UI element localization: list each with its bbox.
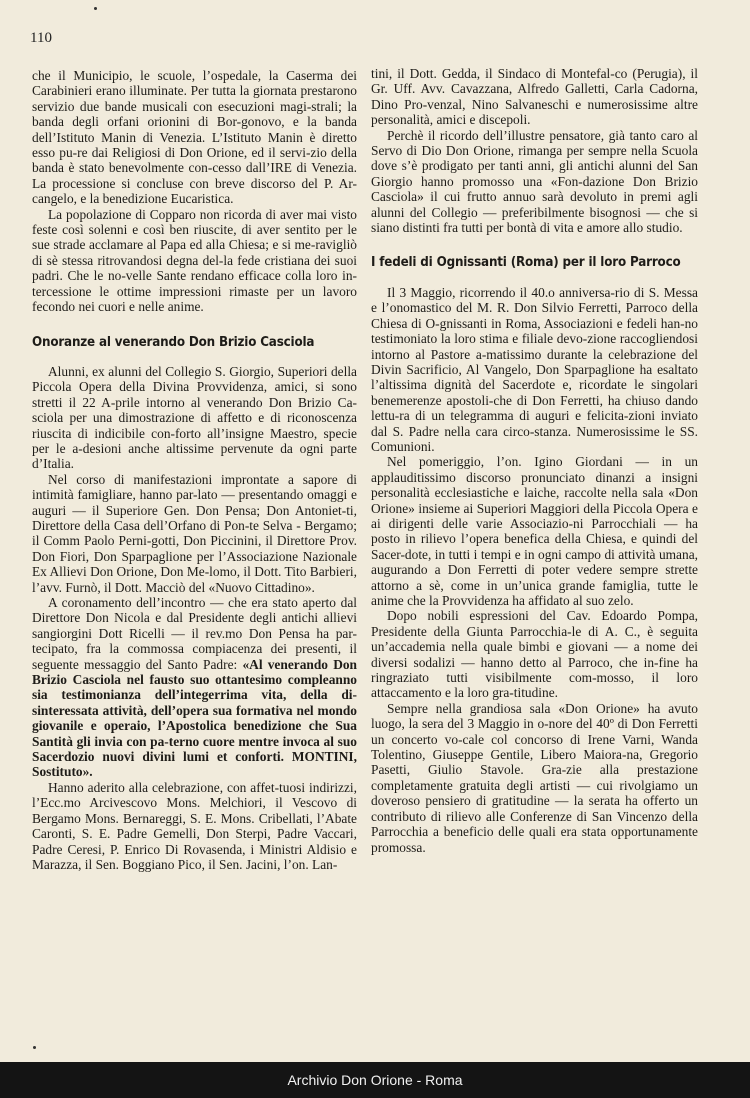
paragraph: Hanno aderito alla celebrazione, con affet-tuosi indirizzi, l’Ecc.mo Arcivescovo Mons. Melchiori, il Vescovo di Bergamo Mons. Bernareggi, S. E. Mons. Cribellati, l’Abate Caronti, S. E. Padre Gemelli, Don Sterpi, Padre Vaccari, Padre Ceresi, P. Enrico Di Rovasenda, i Ministri Aldisio e Marazza, il Sen. Boggiano Pico, il Sen. Jacini, l’on. Lan- <box>32 779 357 872</box>
paragraph: tini, il Dott. Gedda, il Sindaco di Montefal-co (Perugia), il Gr. Uff. Avv. Cavazzana, Alfredo Galletti, Carla Cadorna, Dino Pro-venzal, Nino Salvaneschi e numerosissime altre personalità, amici e discepoli. <box>371 66 698 128</box>
print-speck <box>94 7 97 10</box>
right-column <box>371 66 698 855</box>
page-number: 110 <box>30 30 52 46</box>
paragraph: La popolazione di Copparo non ricorda di aver mai visto feste così solenni e così ben riuscite, di aver sentito per le sue strade acclamare al Papa ed alla Chiesa; e si me-ravigliò di sè stessa ritrovandosi degna del-la fede cristiana dei suoi padri. Che le no-velle Sante rendano efficace colla loro in-tercessione le ottime impressioni rimaste per un lavoro fecondo nei cuori e nelle anime. <box>32 206 357 315</box>
paragraph-text: A coronamento dell’incontro — che era stato aperto dal Direttore Don Nicola e dal Presidente degli antichi allievi sangiorgini Dott Ricelli — il rev.mo Don Pensa ha par-tecipato, fra la commossa compiacenza dei presenti, il seguente messaggio del Santo Padre: <box>32 595 357 672</box>
paragraph <box>32 595 357 780</box>
section-heading: I fedeli di Ognissanti (Roma) per il loro Parroco <box>371 255 681 271</box>
archive-footer: Archivio Don Orione - Roma <box>0 1062 750 1098</box>
paragraph: Il 3 Maggio, ricorrendo il 40.o anniversa-rio di S. Messa e l’onomastico del M. R. Don Silvio Ferretti, Parroco della Chiesa di O-gnissanti in Roma, Associazioni e fedeli han-no testimoniato la loro stima e filiale devo-zione raccogliendosi intorno al Pastore a-matissimo durante la celebrazione del Divin Sacrificio, Al Vangelo, Don Sparpaglione ha esaltato l’altissima dignità del Sacerdote e, ricordate le singolari benemerenze apostoli-che di Don Ferretti, ha chiuso dando lettu-ra di un telegramma di auguri e felicita-zioni inviato dal S. Padre nella cara circo-stanza. Numerosissime le SS. Comunioni. <box>371 284 698 454</box>
paragraph: Sempre nella grandiosa sala «Don Orione» ha avuto luogo, la sera del 3 Maggio in o-nore del 40º di Don Ferretti un concerto vo-cale col concorso di Irene Varni, Wanda Tolentino, Giuseppe Gentile, Libero Maiora-na, Gregorio Pasetti, Giulio Stavole. Gra-zie alla prestazione completamente gratuita degli artisti — cui rivolgiamo un doveroso pensiero di gratitudine — la serata ha offerto un contributo di rilievo alle Conferenze di San Vincenzo della Parrocchia a beneficio delle quali era stata opportunamente promossa. <box>371 700 698 855</box>
paragraph: Alunni, ex alunni del Collegio S. Giorgio, Superiori della Piccola Opera della Divina Provvidenza, amici, si sono stretti il 22 A-prile intorno al venerando Don Brizio Ca-sciola per una dimostrazione di affetto e di riconoscenza riuscita di indicibile con-forto all’insigne Maestro, specie per le a-desioni anche altissime pervenute da ogni parte d’Italia. <box>32 363 357 472</box>
left-column <box>32 68 357 872</box>
section-heading: Onoranze al venerando Don Brizio Casciola <box>32 334 315 350</box>
paragraph: che il Municipio, le scuole, l’ospedale, la Caserma dei Carabinieri erano illuminate. Per tutta la giornata prestarono servizio due bande musicali con esecuzioni magi-strali; la banda degli orfani orionini di Bor-gonovo, e la banda dell’Istituto Manin di Venezia. L’Istituto Manin è diretto esso pu-re dai Religiosi di Don Orione, ed il servi-zio della banda è stato benevolmente con-cesso dall’IRE di Venezia. La processione si concluse con breve discorso del P. Ar-cangelo, e la benedizione Eucaristica. <box>32 68 357 207</box>
paragraph: Perchè il ricordo dell’illustre pensatore, già tanto caro al Servo di Dio Don Orione, rimanga per sempre nella Scuola dove s’è prodigato per tanti anni, gli antichi alunni del San Giorgio hanno promosso una «Fon-dazione Don Brizio Casciola» il cui frutto annuo sarà devoluto in premi agli alunni del Collegio — preferibilmente bisognosi — che si siano distinti fra tutti per bontà di vita e amore allo studio. <box>371 127 698 236</box>
paragraph: Nel pomeriggio, l’on. Igino Giordani — in un applauditissimo discorso pronunciato dinanzi a insigni personalità ecclesiastiche e laiche, raccolte nella sala «Don Orione» insieme ai Superiori Maggiori della Piccola Opera e ai dirigenti delle varie Associazio-ni Parrocchiali — ha posto in rilievo l’opera benefica della Chiesa, e quindi del Sacer-dote, in tutti i tempi e in ogni campo di attività umana, augurando a Don Ferretti di poter vedere sempre strette attorno a sè, come in un’unica grande famiglia, tutte le anime che la Provvidenza ha affidato al suo zelo. <box>371 454 698 608</box>
print-speck <box>33 1046 36 1049</box>
paragraph: Nel corso di manifestazioni improntate a sapore di intimità famigliare, hanno par-lato — presentando omaggi e auguri — il Superiore Gen. Don Pensa; Don Antoniet-ti, Direttore della Casa dell’Orfano di Pon-te Selva - Bergamo; il Comm Paolo Perni-gotti, Don Piccinini, il Direttore Prov. Don Fiori, Don Sparpaglione per l’Associazione Nazionale Ex Allievi Don Orione, Don Me-lomo, il Dott. Tito Barbieri, l’avv. Furnò, il Dott. Macciò del «Nuovo Cittadino». <box>32 471 357 595</box>
papal-message: «Al venerando Don Brizio Casciola nel fausto suo ottantesimo compleanno sia testimonianza dell’integerrima vita, della di-sinteressata attività, dell’opera sua formativa nel mondo giovanile e operaio, l’Apostolica benedizione che Sua Santità gli invia con pa-terno cuore mentre invoca al suo Sacerdozio nuovi divini lumi et conforti. MONTINI, Sostituto». <box>32 656 358 780</box>
paragraph: Dopo nobili espressioni del Cav. Edoardo Pompa, Presidente della Giunta Parrocchia-le di A. C., è seguita un’accademia nella quale bimbi e giovani — a nome dei diversi sodalizi — hanno detto al Parroco, che in-fine ha ringraziato tutti visibilmente com-mosso, il loro attaccamento e la loro gra-titudine. <box>371 608 698 701</box>
